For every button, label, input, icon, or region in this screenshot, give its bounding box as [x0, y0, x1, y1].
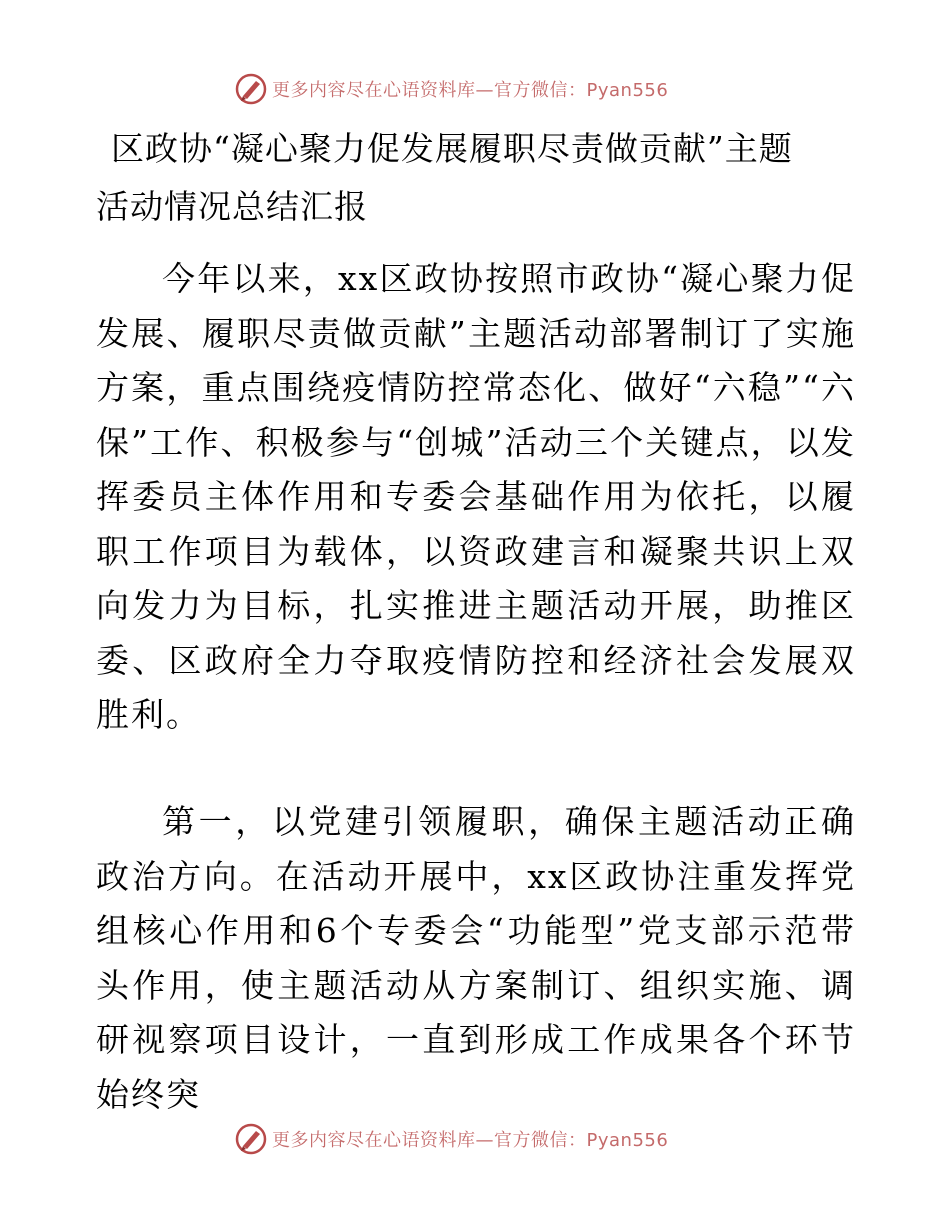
header-watermark	[234, 72, 754, 106]
watermark-text: 更多内容尽在心语资料库—官方微信：Pyan556	[272, 1130, 669, 1151]
title-line-1: 区政协“凝心聚力促发展履职尽责做贡献”主题	[111, 129, 793, 168]
footer-watermark	[234, 1122, 754, 1156]
paragraph-2: 第一，以党建引领履职，确保主题活动正确政治方向。在活动开展中，xx区政协注重发挥党组核心作用和6个专委会“功能型”党支部示范带头作用，使主题活动从方案制订、组织实施、调研视察项目设计，一直到形成工作成果各个环节始终突	[96, 802, 856, 1114]
pen-logo-icon	[234, 72, 268, 106]
title-line-2: 活动情况总结汇报	[96, 187, 368, 226]
pen-logo-icon	[234, 1122, 268, 1156]
document-title	[96, 120, 856, 236]
watermark-text: 更多内容尽在心语资料库—官方微信：Pyan556	[272, 80, 669, 101]
paragraph-1: 今年以来，xx区政协按照市政协“凝心聚力促发展、履职尽责做贡献”主题活动部署制订了实施方案，重点围绕疫情防控常态化、做好“六稳”“六保”工作、积极参与“创城”活动三个关键点，以发挥委员主体作用和专委会基础作用为依托，以履职工作项目为载体，以资政建言和凝聚共识上双向发力为目标，扎实推进主题活动开展，助推区委、区政府全力夺取疫情防控和经济社会发展双胜利。	[96, 259, 856, 734]
